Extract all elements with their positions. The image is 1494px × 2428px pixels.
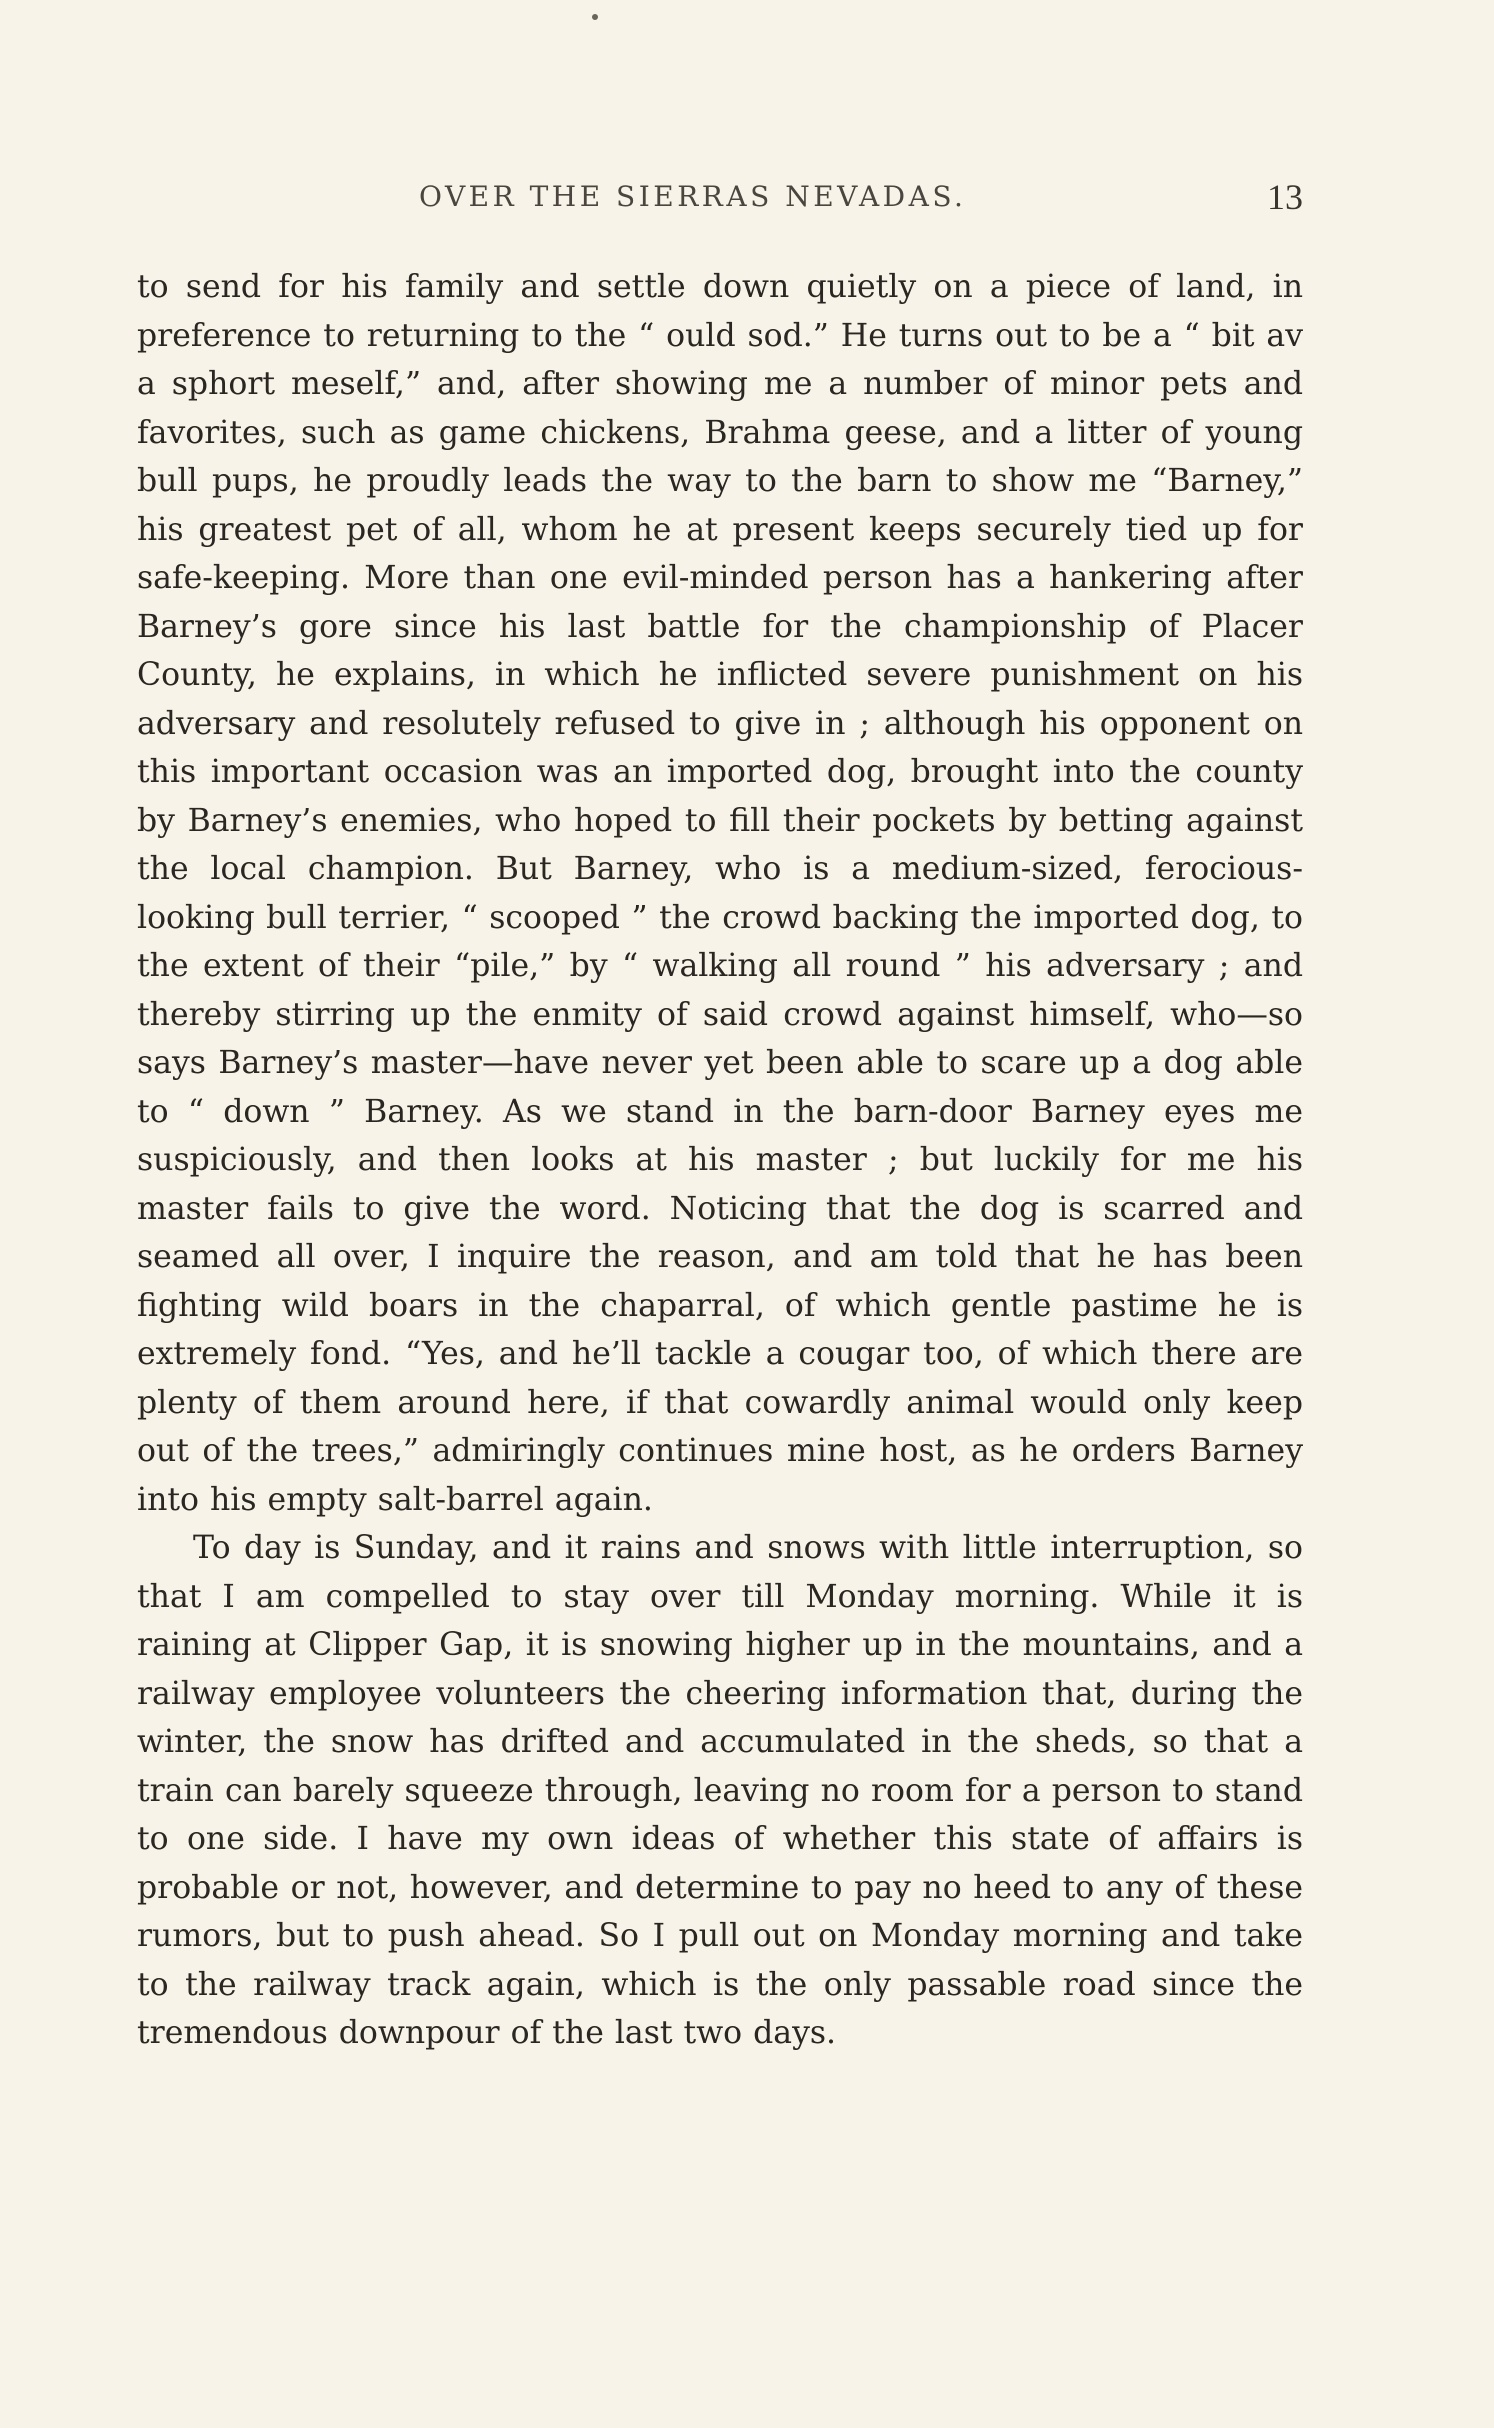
page-number: 13 [1267, 177, 1303, 217]
body-text [137, 263, 1303, 2058]
page-header [137, 177, 1303, 226]
paragraph-continued: to send for his family and settle down quietly on a piece of land, in preference to returning to the “ ould sod.” He turns out to be a “ bit av a sphort meself,” and, after showing me a number of minor pets and favorites, such as game chickens, Brahma geese, and a litter of young bull pups, he proudly leads the way to the barn to show me “Barney,” his greatest pet of all, whom he at present keeps securely tied up for safe-keeping. More than one evil-minded person has a hankering after Barney’s gore since his last battle for the championship of Placer County, he explains, in which he inflicted severe punishment on his adversary and resolutely refused to give in ; although his opponent on this important occasion was an imported dog, brought into the county by Barney’s enemies, who hoped to fill their pockets by betting against the local champion. But Barney, who is a medium-sized, ferocious-looking bull terrier, “ scooped ” the crowd backing the imported dog, to the extent of their “pile,” by “ walking all round ” his adversary ; and thereby stirring up the enmity of said crowd against himself, who—so says Barney’s master—have never yet been able to scare up a dog able to “ down ” Barney. As we stand in the barn-door Barney eyes me suspiciously, and then looks at his master ; but luckily for me his master fails to give the word. Noticing that the dog is scarred and seamed all over, I inquire the reason, and am told that he has been fighting wild boars in the chaparral, of which gentle pastime he is extremely fond. “Yes, and he’ll tackle a cougar too, of which there are plenty of them around here, if that cowardly animal would only keep out of the trees,” admiringly continues mine host, as he orders Barney into his empty salt-barrel again. [137, 269, 1303, 1518]
paragraph: To day is Sunday, and it rains and snows with little interruption, so that I am compelled to stay over till Monday morning. While it is raining at Clipper Gap, it is snowing higher up in the mountains, and a railway employee volunteers the cheering information that, during the winter, the snow has drifted and accumulated in the sheds, so that a train can barely squeeze through, leaving no room for a person to stand to one side. I have my own ideas of whether this state of affairs is probable or not, however, and determine to pay no heed to any of these rumors, but to push ahead. So I pull out on Monday morning and take to the railway track again, which is the only passable road since the tremendous downpour of the last two days. [137, 1530, 1303, 2051]
running-head: OVER THE SIERRAS NEVADAS. [419, 180, 967, 213]
ink-speck [592, 14, 598, 20]
